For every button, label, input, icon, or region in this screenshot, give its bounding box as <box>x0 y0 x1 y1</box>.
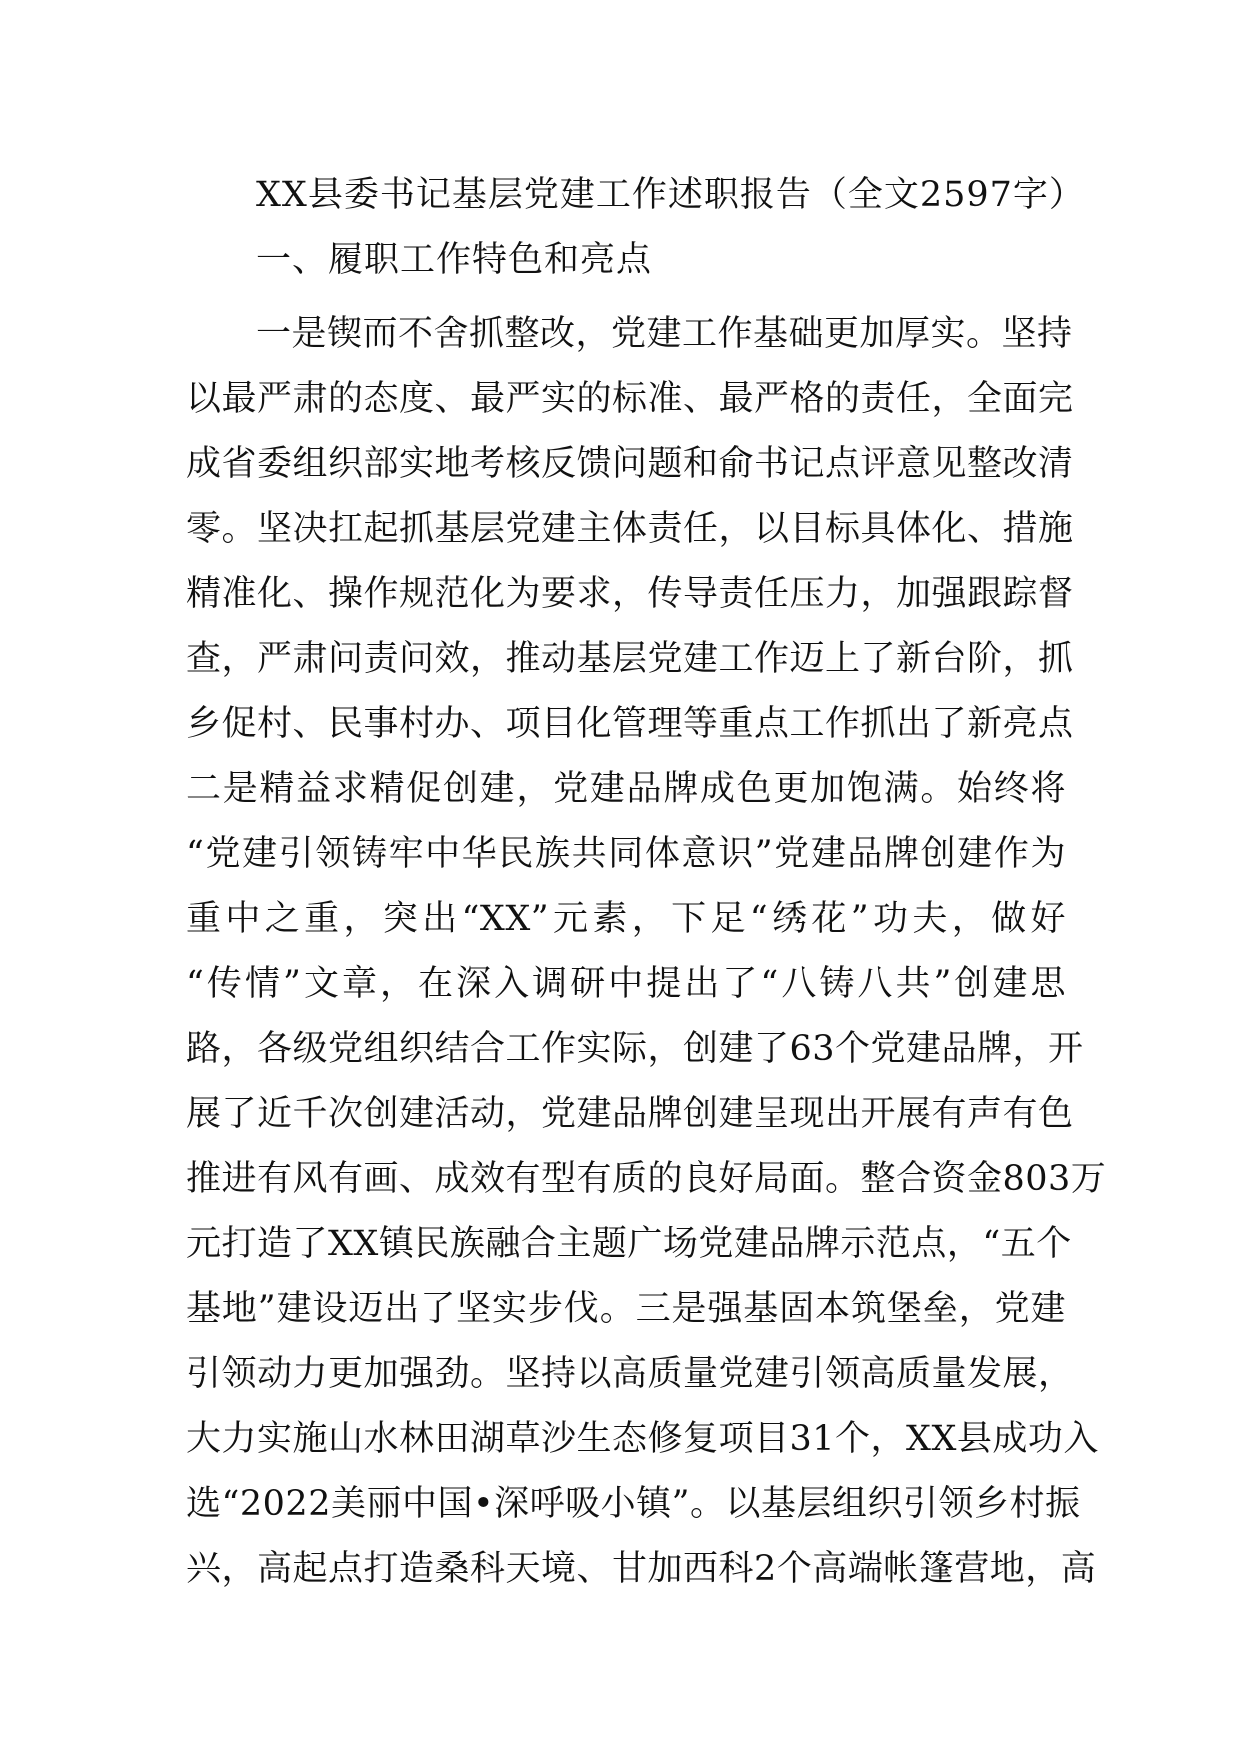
body-line: 重中之重，突出“XX”元素，下足“绣花”功夫，做好 <box>186 899 1066 939</box>
body-line: 兴，高起点打造桑科天境、甘加西科2个高端帐篷营地，高 <box>186 1549 1097 1589</box>
body-line: 精准化、操作规范化为要求，传导责任压力，加强跟踪督 <box>186 574 1074 614</box>
body-line: 查，严肃问责问效，推动基层党建工作迈上了新台阶，抓 <box>186 639 1074 679</box>
body-line: 一是锲而不舍抓整改，党建工作基础更加厚实。坚持 <box>256 314 1073 354</box>
body-line: 大力实施山水林田湖草沙生态修复项目31个，XX县成功入 <box>186 1419 1099 1459</box>
body-line: 推进有风有画、成效有型有质的良好局面。整合资金803万 <box>186 1159 1107 1199</box>
body-line: 引领动力更加强劲。坚持以高质量党建引领高质量发展， <box>186 1354 1074 1394</box>
document-title: XX县委书记基层党建工作述职报告（全文2597字） <box>256 175 1085 215</box>
body-line: 零。坚决扛起抓基层党建主体责任，以目标具体化、措施 <box>186 509 1074 549</box>
body-line: 乡促村、民事村办、项目化管理等重点工作抓出了新亮点 <box>186 704 1074 744</box>
body-line: 选“2022美丽中国•深呼吸小镇”。以基层组织引领乡村振 <box>186 1484 1081 1524</box>
body-line: 路，各级党组织结合工作实际，创建了63个党建品牌，开 <box>186 1029 1084 1069</box>
body-line: “传情”文章，在深入调研中提出了“八铸八共”创建思 <box>186 964 1066 1004</box>
body-line: 展了近千次创建活动，党建品牌创建呈现出开展有声有色 <box>186 1094 1074 1134</box>
body-line: 二是精益求精促创建，党建品牌成色更加饱满。始终将 <box>186 769 1066 809</box>
body-text <box>186 302 1107 1602</box>
body-line: “党建引领铸牢中华民族共同体意识”党建品牌创建作为 <box>186 834 1066 874</box>
body-line: 基地”建设迈出了坚实步伐。三是强基固本筑堡垒，党建 <box>186 1289 1066 1329</box>
section-heading: 一、履职工作特色和亮点 <box>256 240 653 280</box>
body-line: 以最严肃的态度、最严实的标准、最严格的责任，全面完 <box>186 379 1074 419</box>
body-line: 元打造了XX镇民族融合主题广场党建品牌示范点，“五个 <box>186 1224 1072 1264</box>
body-line: 成省委组织部实地考核反馈问题和俞书记点评意见整改清 <box>186 444 1074 484</box>
